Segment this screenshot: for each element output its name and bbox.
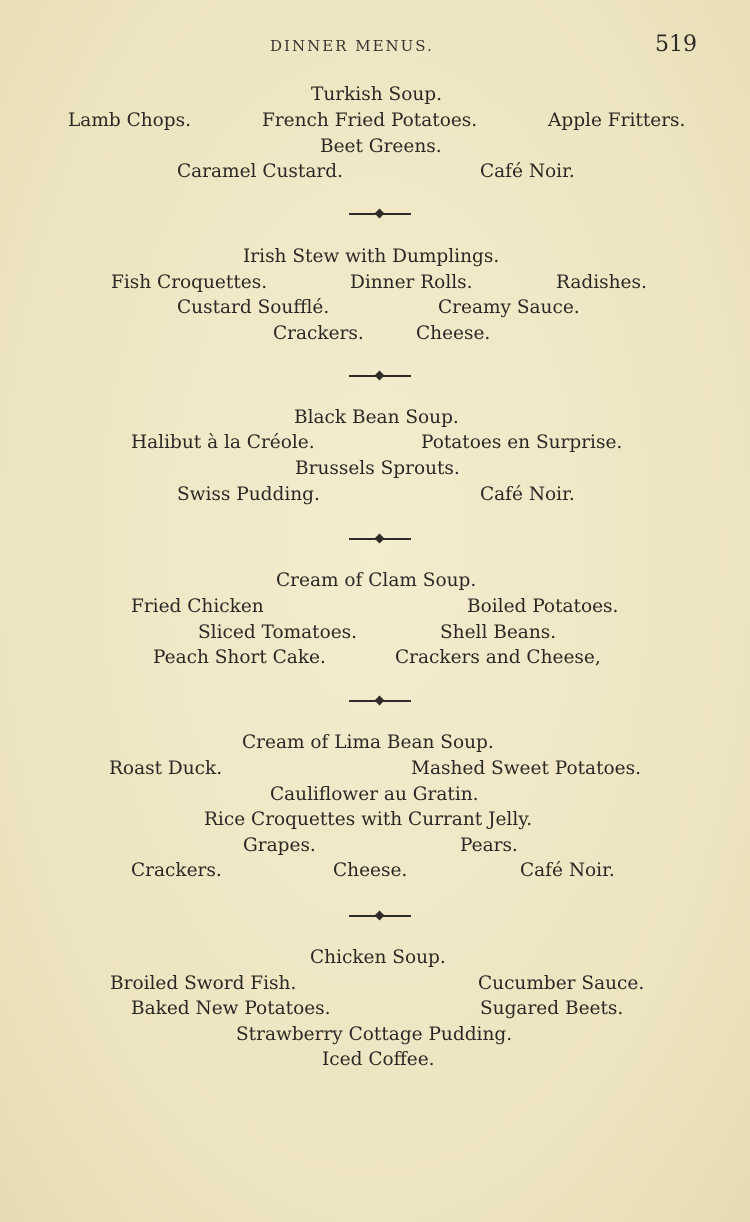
page-number: 519 — [655, 32, 697, 57]
menu1-item: Café Noir. — [480, 161, 575, 182]
menu2-item: Creamy Sauce. — [438, 297, 580, 318]
menu-divider — [349, 370, 411, 382]
running-header: DINNER MENUS. — [270, 37, 434, 55]
menu6-soup: Chicken Soup. — [310, 947, 446, 968]
menu4-item: Peach Short Cake. — [153, 647, 326, 668]
menu2-item: Crackers. — [273, 323, 364, 344]
menu3-item: Swiss Pudding. — [177, 484, 320, 505]
menu5-item: Crackers. — [131, 860, 222, 881]
menu5-item: Roast Duck. — [109, 758, 223, 779]
menu2-item: Cheese. — [416, 323, 491, 344]
menu5-item: Mashed Sweet Potatoes. — [411, 758, 641, 779]
menu1-item: Beet Greens. — [320, 136, 442, 157]
menu3-soup: Black Bean Soup. — [294, 407, 459, 428]
menu2-item: Dinner Rolls. — [350, 272, 473, 293]
menu6-item: Broiled Sword Fish. — [110, 973, 297, 994]
menu4-item: Shell Beans. — [440, 622, 557, 643]
menu-divider — [349, 910, 411, 922]
menu4-soup: Cream of Clam Soup. — [276, 570, 477, 591]
menu3-item: Potatoes en Surprise. — [421, 432, 623, 453]
menu2-main: Irish Stew with Dumplings. — [243, 246, 500, 267]
menu1-item: Caramel Custard. — [177, 161, 343, 182]
menu5-item: Pears. — [460, 835, 518, 856]
menu5-item: Cauliflower au Gratin. — [270, 784, 479, 805]
menu3-item: Brussels Sprouts. — [295, 458, 460, 479]
menu3-item: Café Noir. — [480, 484, 575, 505]
menu2-item: Fish Croquettes. — [111, 272, 268, 293]
menu-divider — [349, 208, 411, 220]
menu4-item: Sliced Tomatoes. — [198, 622, 358, 643]
menu5-soup: Cream of Lima Bean Soup. — [242, 732, 494, 753]
menu-divider — [349, 533, 411, 545]
menu5-item: Café Noir. — [520, 860, 615, 881]
menu5-item: Grapes. — [243, 835, 316, 856]
menu1-item: French Fried Potatoes. — [262, 110, 478, 131]
menu5-item: Rice Croquettes with Currant Jelly. — [204, 809, 533, 830]
menu2-item: Radishes. — [556, 272, 647, 293]
menu6-item: Cucumber Sauce. — [478, 973, 645, 994]
menu6-item: Strawberry Cottage Pudding. — [236, 1024, 513, 1045]
menu5-item: Cheese. — [333, 860, 408, 881]
menu6-item: Sugared Beets. — [480, 998, 624, 1019]
menu1-item: Apple Fritters. — [548, 110, 686, 131]
menu-divider — [349, 695, 411, 707]
menu1-soup: Turkish Soup. — [311, 84, 442, 105]
menu4-item: Fried Chicken — [131, 596, 264, 617]
menu1-item: Lamb Chops. — [68, 110, 192, 131]
menu3-item: Halibut à la Créole. — [131, 432, 315, 453]
menu6-item: Iced Coffee. — [322, 1049, 435, 1070]
menu4-item: Boiled Potatoes. — [467, 596, 619, 617]
menu4-item: Crackers and Cheese, — [395, 647, 601, 668]
menu6-item: Baked New Potatoes. — [131, 998, 331, 1019]
menu2-item: Custard Soufflé. — [177, 297, 330, 318]
